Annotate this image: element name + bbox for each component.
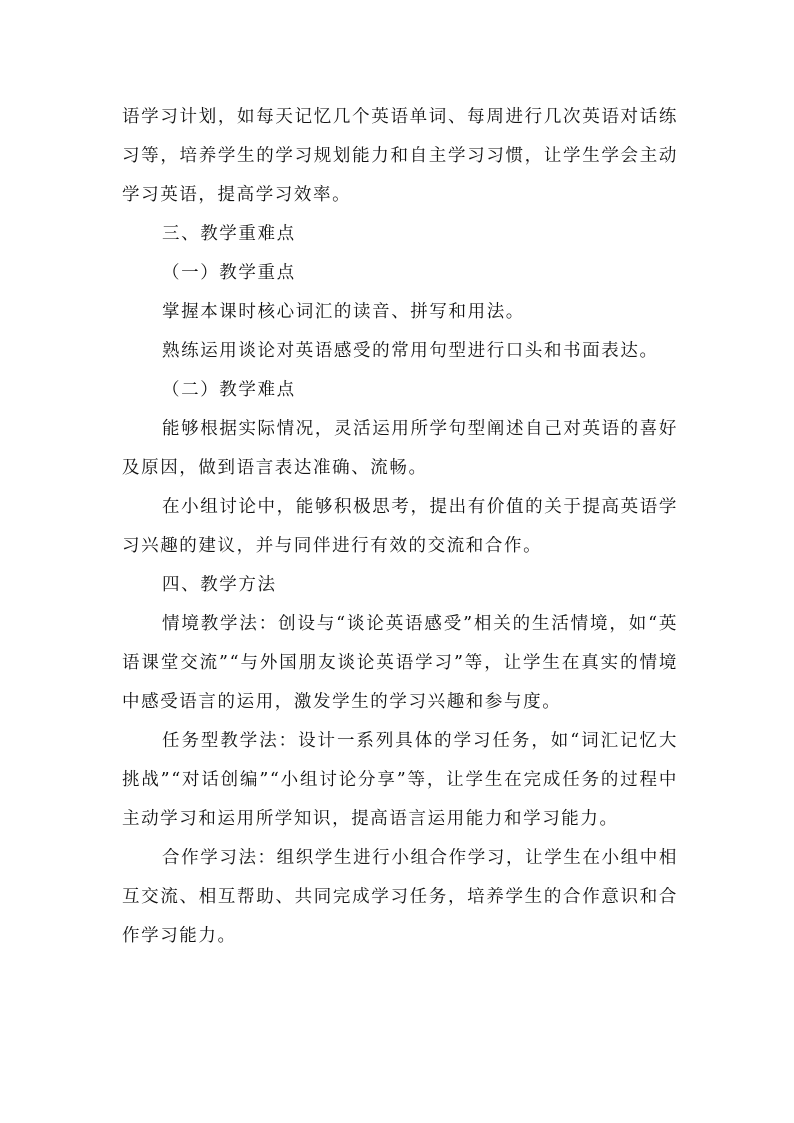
paragraph-cooperative-learning: 合作学习法：组织学生进行小组合作学习，让学生在小组中相互交流、相互帮助、共同完成学习任务，培养学生的合作意识和合作学习能力。 <box>122 848 678 946</box>
subsection-heading-key-points: （一）教学重点 <box>162 263 296 283</box>
document-body <box>122 98 678 956</box>
subsection-heading-difficult-points: （二）教学难点 <box>162 380 296 400</box>
paragraph-study-plan: 语学习计划，如每天记忆几个英语单词、每周进行几次英语对话练习等，培养学生的学习规划能力和自主学习习惯，让学生学会主动学习英语，提高学习效率。 <box>122 107 678 205</box>
section-heading-key-difficult-points: 三、教学重难点 <box>162 224 296 244</box>
paragraph-situational-teaching: 情境教学法：创设与“谈论英语感受”相关的生活情境，如“英语课堂交流”“与外国朋友谈论英语学习”等，让学生在真实的情境中感受语言的运用，激发学生的学习兴趣和参与度。 <box>122 614 678 712</box>
paragraph-difficult-point-expression: 能够根据实际情况，灵活运用所学句型阐述自己对英语的喜好及原因，做到语言表达准确、流畅。 <box>122 419 678 478</box>
paragraph-key-point-vocabulary: 掌握本课时核心词汇的读音、拼写和用法。 <box>162 302 525 322</box>
paragraph-difficult-point-discussion: 在小组讨论中，能够积极思考，提出有价值的关于提高英语学习兴趣的建议，并与同伴进行有效的交流和合作。 <box>122 497 678 556</box>
paragraph-task-based-teaching: 任务型教学法：设计一系列具体的学习任务，如“词汇记忆大挑战”“对话创编”“小组讨论分享”等，让学生在完成任务的过程中主动学习和运用所学知识，提高语言运用能力和学习能力。 <box>122 731 678 829</box>
paragraph-key-point-sentences: 熟练运用谈论对英语感受的常用句型进行口头和书面表达。 <box>162 341 659 361</box>
section-heading-teaching-methods: 四、教学方法 <box>162 575 277 595</box>
